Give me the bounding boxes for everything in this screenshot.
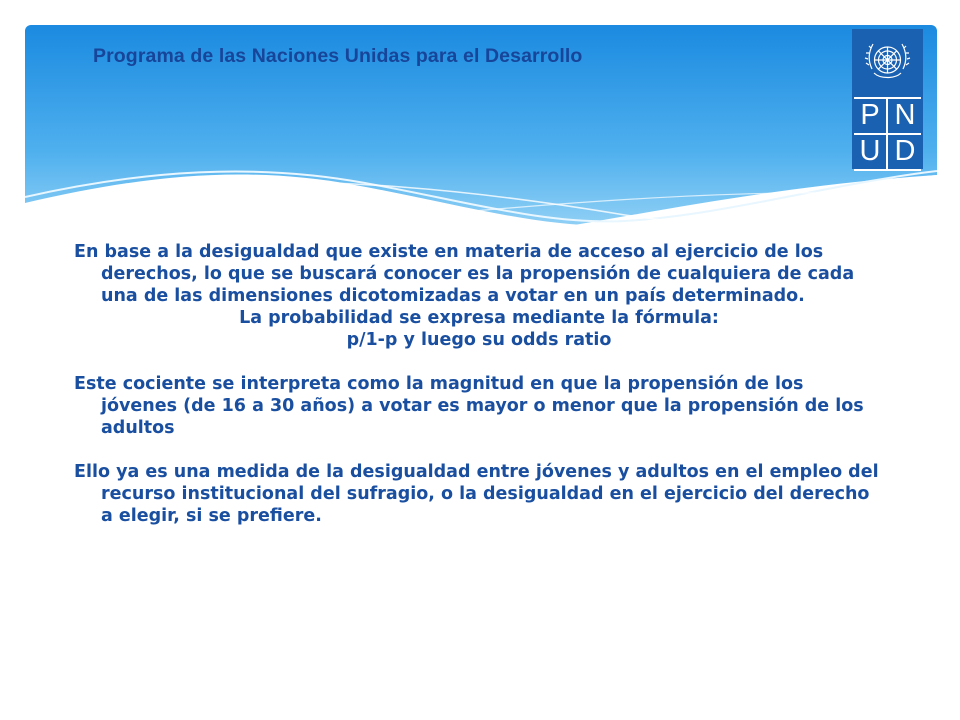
logo-letter-d: D xyxy=(894,135,916,167)
paragraph-medida: Ello ya es una medida de la desigualdad entre jóvenes y adultos en el empleo del recurso institucional del sufragio, o la desigualdad en el ejercicio del derecho a elegir, si se prefiere. xyxy=(74,462,879,526)
page-title: Programa de las Naciones Unidas para el Desarrollo xyxy=(93,45,583,67)
paragraph-cociente: Este cociente se interpreta como la magnitud en que la propensión de los jóvenes (de 16 a 30 años) a votar es mayor o menor que la propensión de los adultos xyxy=(74,374,864,438)
logo-letter-n: N xyxy=(894,99,916,131)
pnud-logo xyxy=(852,29,923,169)
formula-intro: La probabilidad se expresa mediante la fórmula: xyxy=(239,308,719,328)
un-emblem-icon xyxy=(852,29,923,94)
formula-text: p/1-p y luego su odds ratio xyxy=(346,330,612,350)
logo-letter-p: P xyxy=(860,99,880,131)
paragraph-desigualdad: En base a la desigualdad que existe en materia de acceso al ejercicio de los derechos, lo que se buscará conocer es la propensión de cualquiera de cada una de las dimensiones dicotomizadas a votar en un país determinado. xyxy=(74,242,855,306)
slide-body xyxy=(74,241,884,527)
logo-letter-u: U xyxy=(859,135,881,167)
